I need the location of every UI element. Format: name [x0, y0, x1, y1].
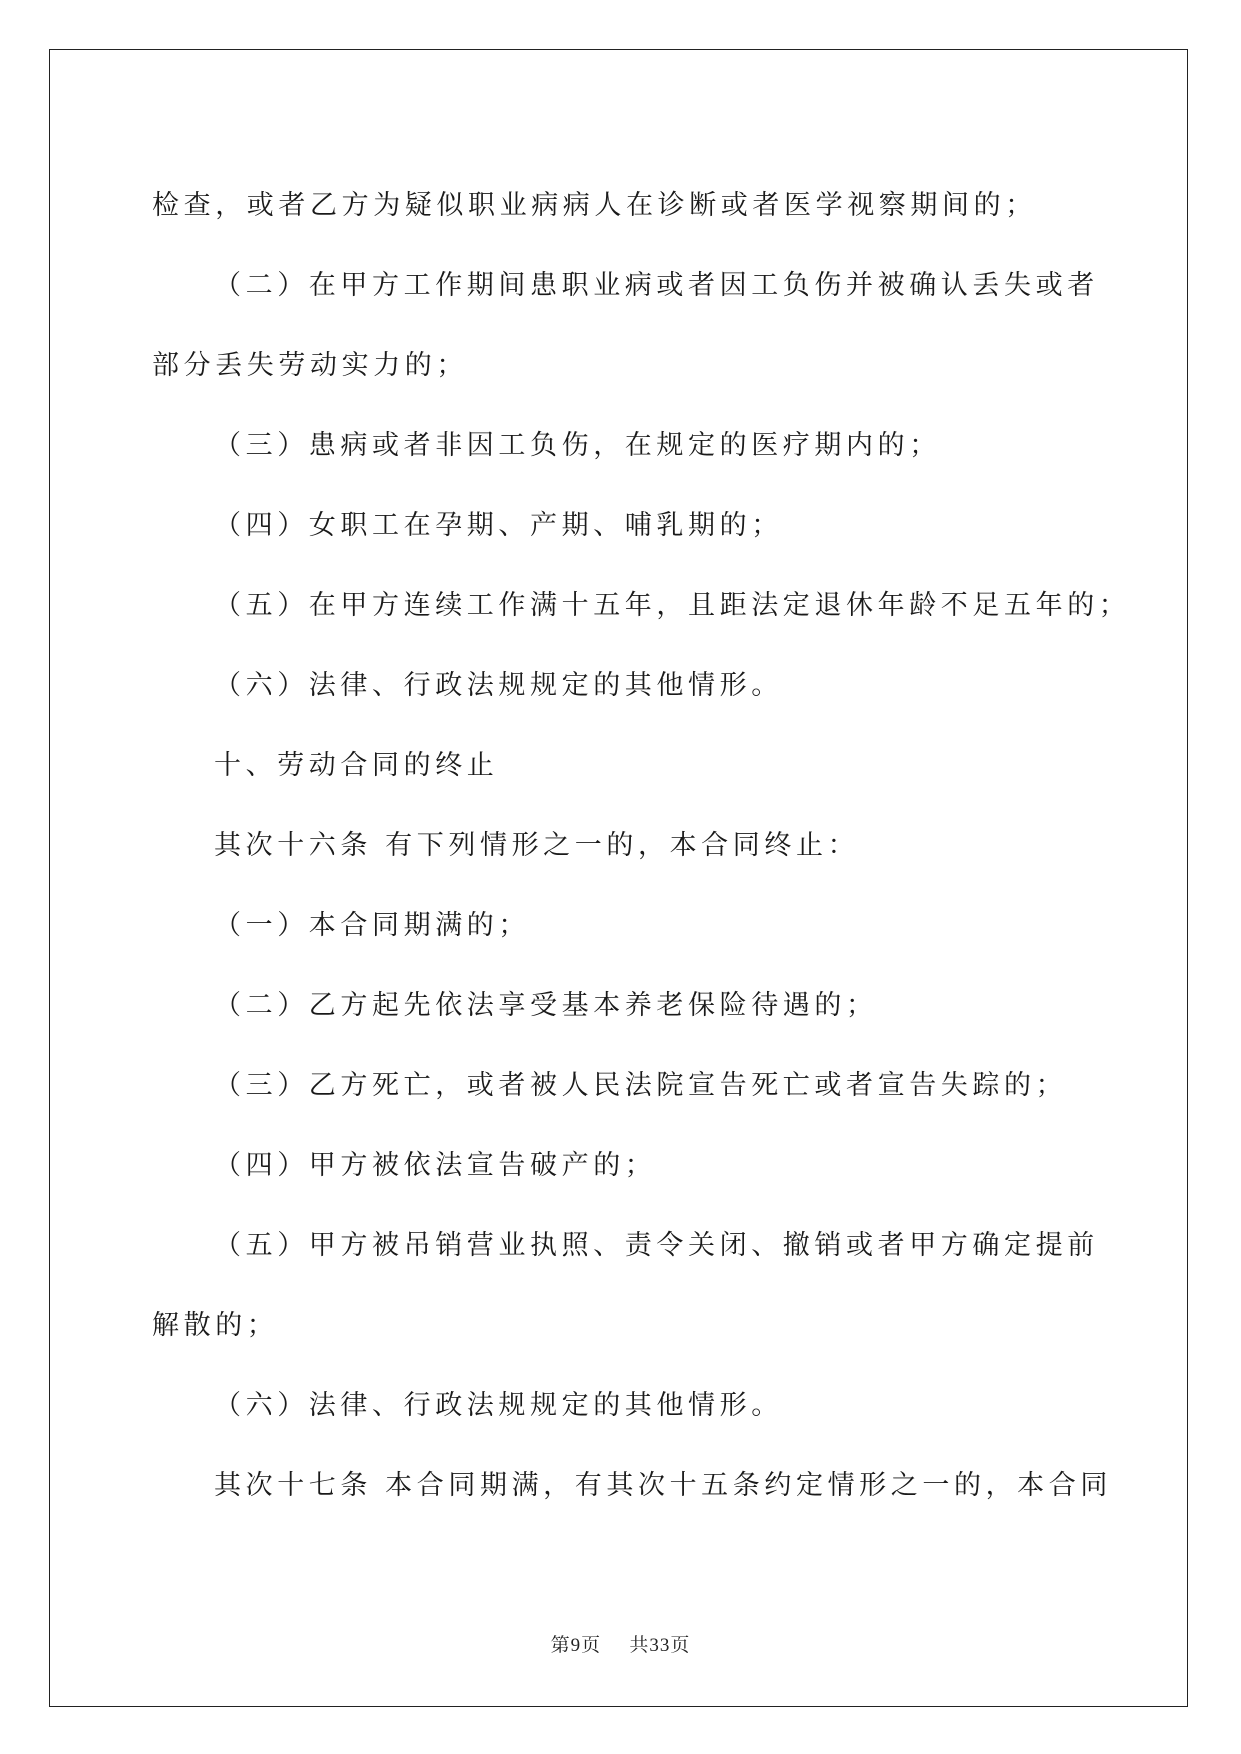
text-line: （六）法律、行政法规规定的其他情形。 [214, 1390, 783, 1421]
text-line: 解散的； [152, 1310, 279, 1341]
text-line: （三）乙方死亡，或者被人民法院宣告死亡或者宣告失踪的； [214, 1070, 1068, 1101]
text-line: 检查，或者乙方为疑似职业病病人在诊断或者医学视察期间的； [152, 190, 1037, 221]
page-footer [0, 1630, 1241, 1657]
text-line: （二）在甲方工作期间患职业病或者因工负伤并被确认丢失或者 [214, 270, 1099, 301]
text-line: （四）女职工在孕期、产期、哺乳期的； [214, 510, 783, 541]
article-line: 其次十七条 本合同期满，有其次十五条约定情形之一的，本合同 [214, 1470, 1112, 1501]
text-line: （一）本合同期满的； [214, 910, 530, 941]
text-line: （三）患病或者非因工负伤，在规定的医疗期内的； [214, 430, 941, 461]
text-line: 部分丢失劳动实力的； [152, 350, 468, 381]
text-line: （二）乙方起先依法享受基本养老保险待遇的； [214, 990, 878, 1021]
total-pages: 33 [649, 1635, 671, 1656]
footer-page-suffix: 页 [581, 1634, 602, 1656]
text-line: （五）在甲方连续工作满十五年，且距法定退休年龄不足五年的； [214, 590, 1131, 621]
article-line: 其次十六条 有下列情形之一的，本合同终止： [214, 830, 860, 861]
footer-total-suffix: 页 [670, 1634, 691, 1656]
text-line: （五）甲方被吊销营业执照、责令关闭、撤销或者甲方确定提前 [214, 1230, 1099, 1261]
page-number: 9 [570, 1635, 582, 1656]
footer-total-prefix: 共 [629, 1634, 650, 1656]
footer-prefix: 第 [550, 1634, 571, 1656]
text-line: （六）法律、行政法规规定的其他情形。 [214, 670, 783, 701]
text-line: （四）甲方被依法宣告破产的； [214, 1150, 657, 1181]
section-heading: 十、劳动合同的终止 [214, 750, 499, 781]
document-body [152, 166, 1131, 1526]
